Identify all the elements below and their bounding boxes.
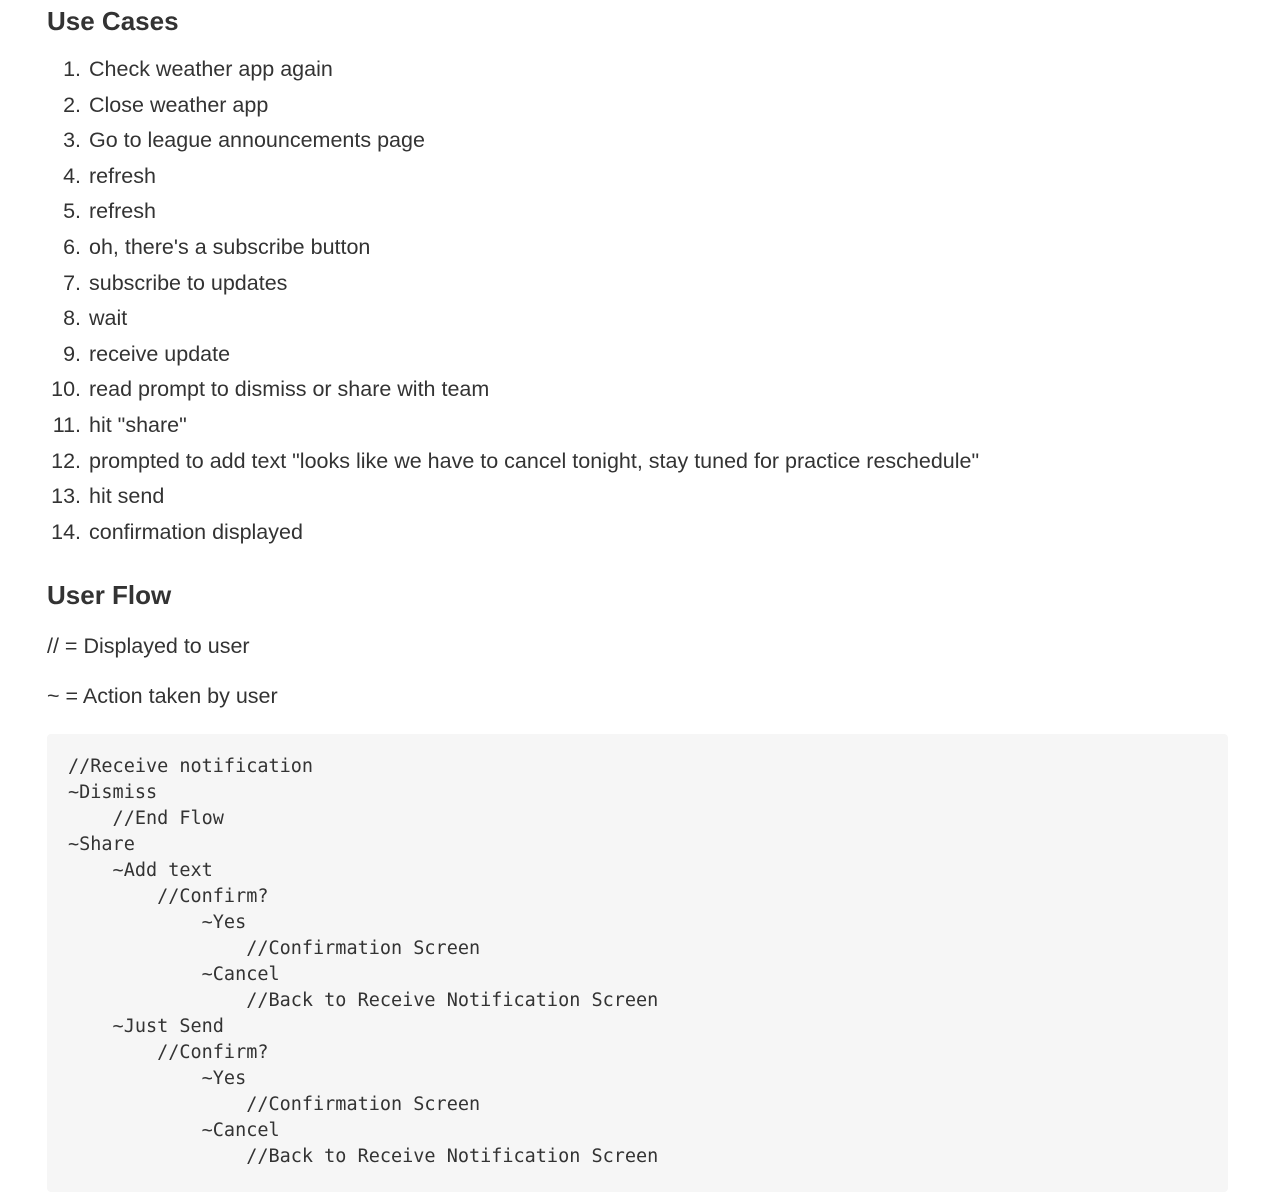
list-item bbox=[47, 444, 1228, 480]
list-item bbox=[47, 123, 1228, 159]
use-cases-list bbox=[47, 52, 1228, 550]
list-item bbox=[47, 159, 1228, 195]
list-item bbox=[47, 194, 1228, 230]
code-line: //Back to Receive Notification Screen bbox=[68, 1146, 659, 1167]
list-item-number: 11. bbox=[52, 412, 81, 437]
list-item-text: Go to league announcements page bbox=[89, 128, 425, 153]
list-item-number: 8. bbox=[63, 306, 81, 331]
code-line: //Confirm? bbox=[68, 886, 269, 907]
list-item-number: 3. bbox=[63, 128, 81, 153]
user-flow-code-block bbox=[47, 734, 1228, 1192]
list-item-text: prompted to add text "looks like we have to cancel tonight, stay tuned for practice reschedule" bbox=[89, 448, 980, 473]
list-item bbox=[47, 52, 1228, 88]
code-line: //Confirmation Screen bbox=[68, 938, 481, 959]
list-item-number: 2. bbox=[63, 92, 81, 117]
use-cases-heading: Use Cases bbox=[47, 6, 179, 36]
list-item-number: 10. bbox=[51, 377, 81, 402]
list-item-number: 1. bbox=[63, 57, 81, 81]
list-item bbox=[47, 515, 1228, 551]
code-line: ~Share bbox=[68, 834, 135, 855]
list-item bbox=[47, 337, 1228, 373]
code-line: ~Cancel bbox=[68, 964, 280, 985]
code-line: ~Just Send bbox=[68, 1016, 224, 1037]
list-item-text: Close weather app bbox=[89, 92, 269, 117]
list-item-number: 4. bbox=[63, 163, 81, 188]
list-item-text: refresh bbox=[89, 199, 156, 224]
code-line: ~Yes bbox=[68, 1068, 247, 1089]
code-line: //Confirm? bbox=[68, 1042, 269, 1063]
code-line: //Confirmation Screen bbox=[68, 1094, 481, 1115]
list-item-number: 5. bbox=[63, 199, 81, 224]
user-flow-heading: User Flow bbox=[47, 580, 172, 610]
list-item-text: oh, there's a subscribe button bbox=[89, 234, 371, 259]
list-item bbox=[47, 408, 1228, 444]
list-item-text: confirmation displayed bbox=[89, 519, 303, 544]
list-item-text: hit "share" bbox=[89, 412, 187, 437]
legend-action-text: ~ = Action taken by user bbox=[47, 684, 278, 708]
list-item-text: refresh bbox=[89, 163, 156, 188]
list-item-text: wait bbox=[89, 306, 128, 331]
code-line: ~Dismiss bbox=[68, 782, 158, 803]
code-line: //End Flow bbox=[68, 808, 224, 829]
code-line: //Back to Receive Notification Screen bbox=[68, 990, 659, 1011]
list-item bbox=[47, 230, 1228, 266]
list-item-text: Check weather app again bbox=[89, 57, 333, 81]
code-line: //Receive notification bbox=[68, 756, 314, 777]
list-item-text: hit send bbox=[89, 484, 165, 509]
list-item bbox=[47, 479, 1228, 515]
list-item-number: 6. bbox=[63, 234, 81, 259]
list-item-number: 12. bbox=[51, 448, 81, 473]
code-line: ~Cancel bbox=[68, 1120, 280, 1141]
list-item-number: 13. bbox=[51, 484, 81, 509]
list-item bbox=[47, 266, 1228, 302]
list-item bbox=[47, 372, 1228, 408]
legend-displayed-text: // = Displayed to user bbox=[47, 634, 250, 658]
list-item-text: receive update bbox=[89, 341, 231, 366]
list-item-number: 14. bbox=[51, 519, 81, 544]
list-item-number: 9. bbox=[63, 341, 81, 366]
list-item bbox=[47, 301, 1228, 337]
code-line: ~Yes bbox=[68, 912, 247, 933]
list-item-number: 7. bbox=[63, 270, 81, 295]
code-line: ~Add text bbox=[68, 860, 213, 881]
list-item bbox=[47, 88, 1228, 124]
list-item-text: subscribe to updates bbox=[89, 270, 288, 295]
list-item-text: read prompt to dismiss or share with team bbox=[89, 377, 490, 402]
